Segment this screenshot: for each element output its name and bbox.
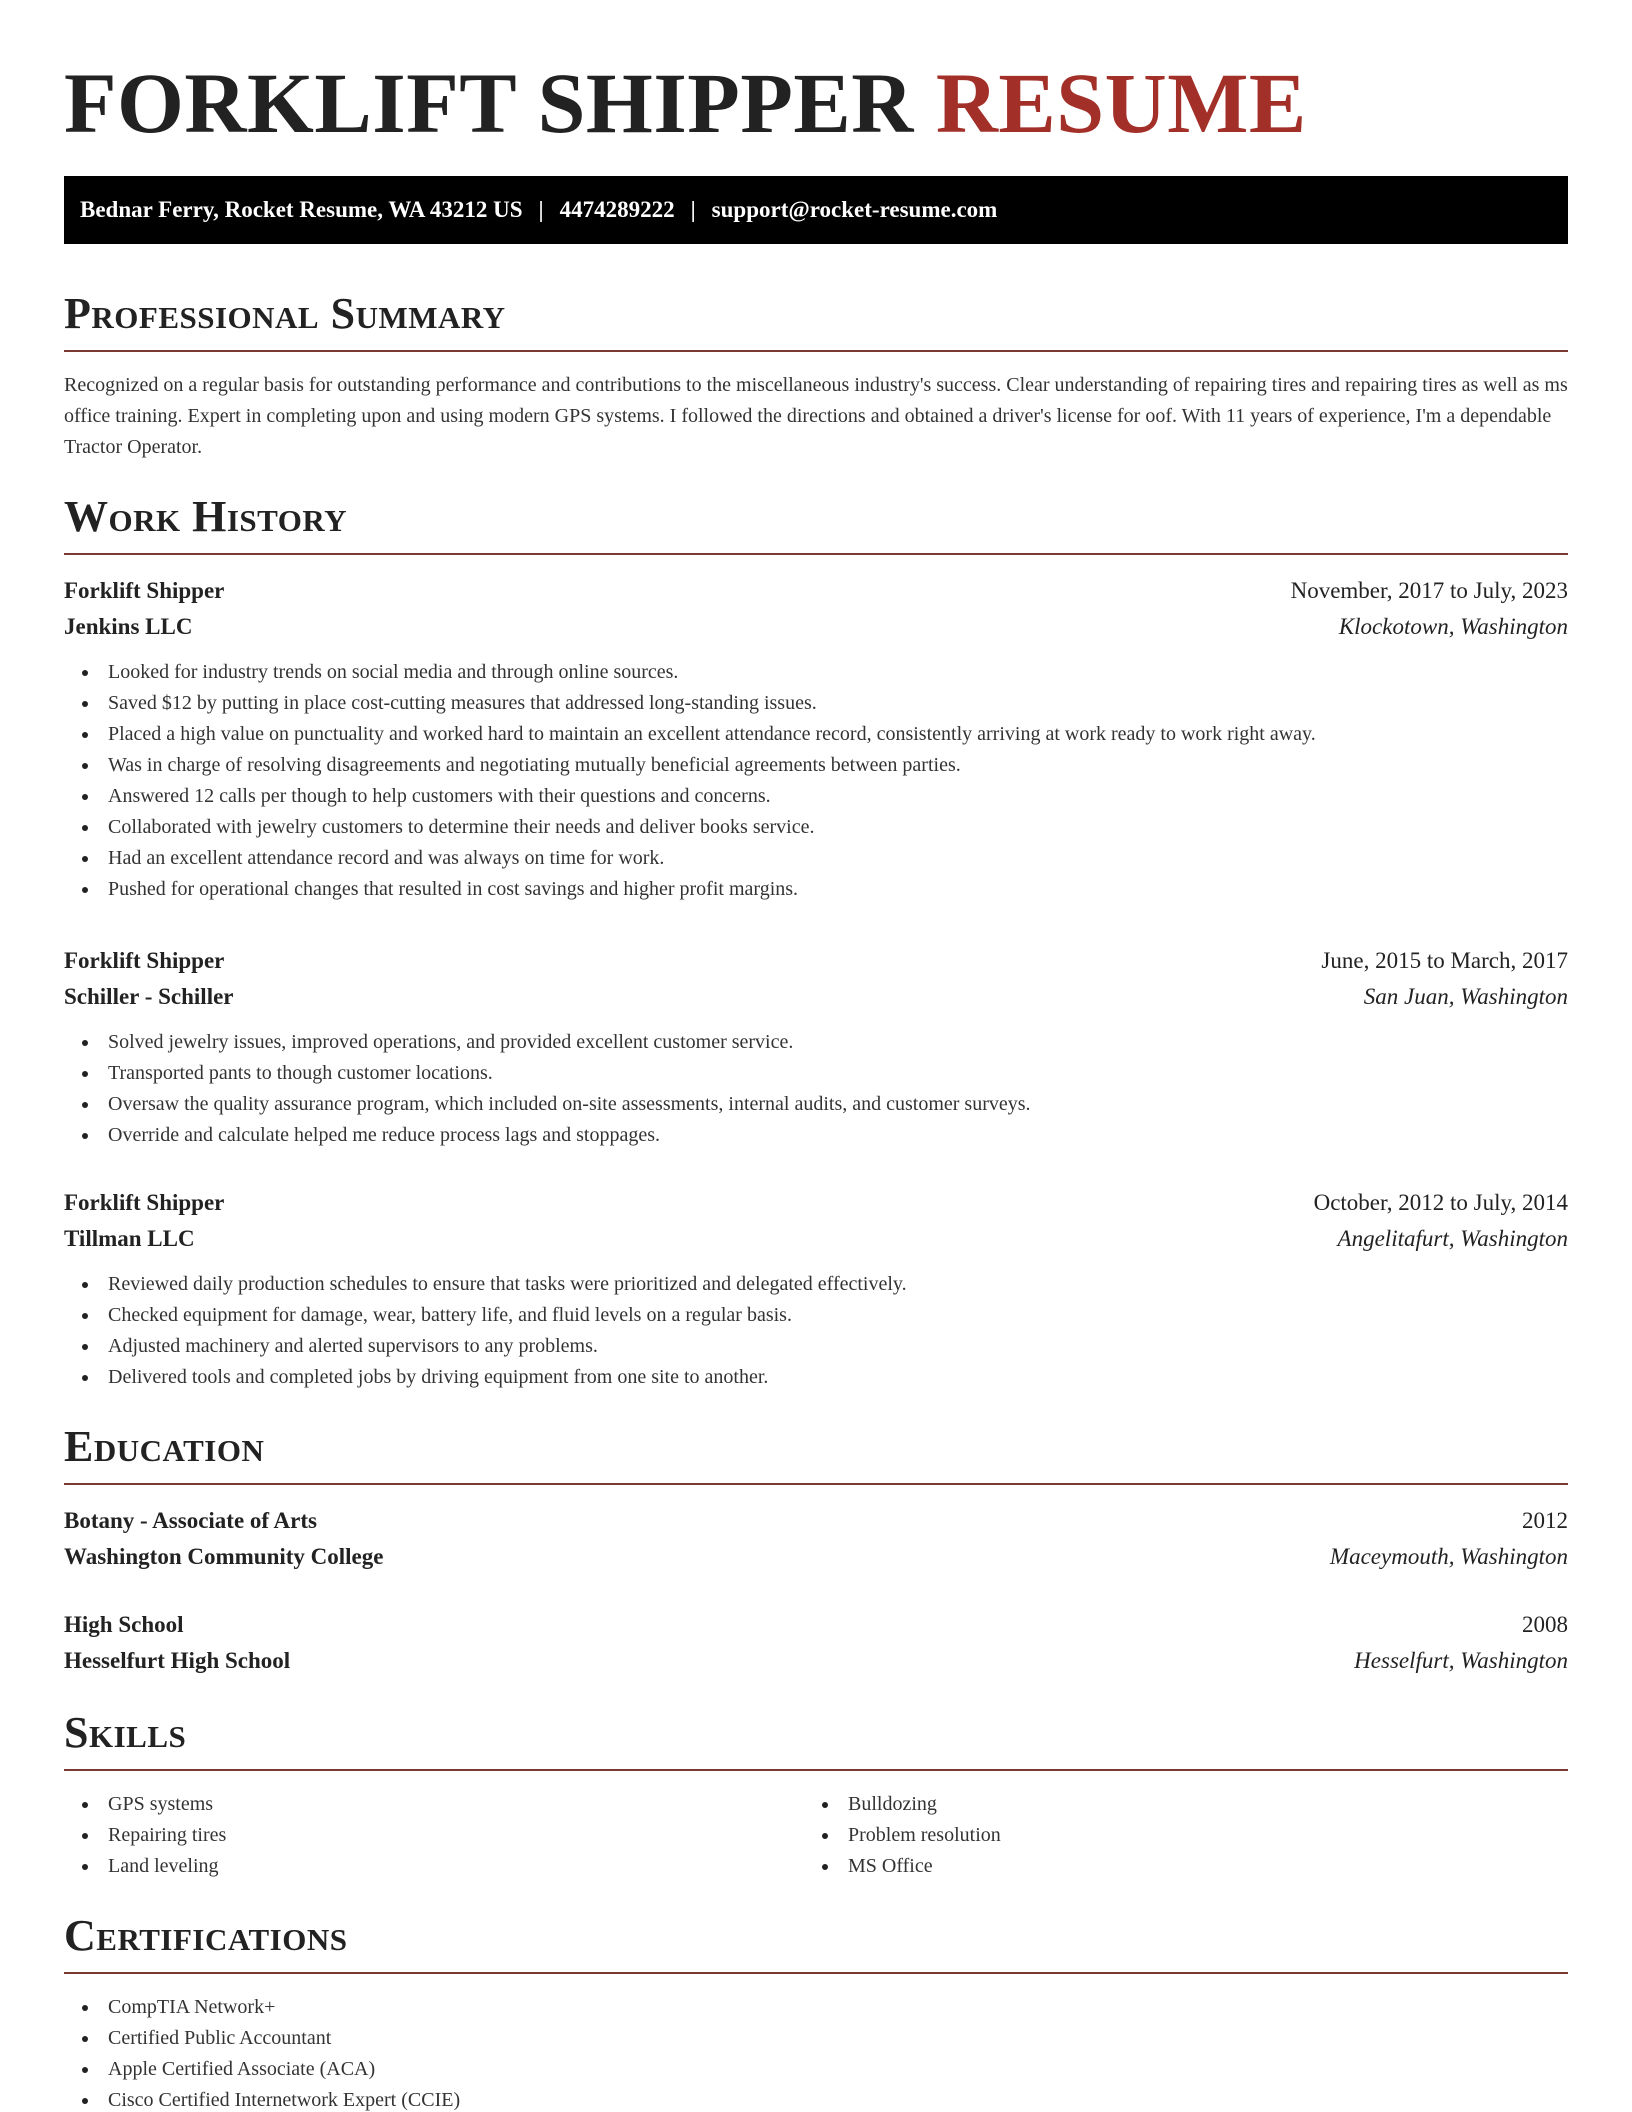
title-accent: RESUME [935, 55, 1307, 151]
job-title: Forklift Shipper [64, 948, 225, 973]
skills-section [64, 1708, 1568, 1882]
job-bullet: Adjusted machinery and alerted supervisors to any problems. [64, 1331, 1568, 1362]
certifications-section [64, 1911, 1568, 2112]
job-title: Forklift Shipper [64, 1190, 225, 1215]
job-dates: June, 2015 to March, 2017 [1321, 948, 1568, 973]
job-bullet: Override and calculate helped me reduce process lags and stoppages. [64, 1120, 1568, 1151]
job-company: Schiller - Schiller [64, 984, 234, 1009]
job-bullet: Answered 12 calls per though to help customers with their questions and concerns. [64, 781, 1568, 812]
job-bullets [64, 1027, 1568, 1151]
education-section [64, 1422, 1568, 1679]
job-bullet: Reviewed daily production schedules to ensure that tasks were prioritized and delegated effectively. [64, 1269, 1568, 1300]
job-title: Forklift Shipper [64, 578, 225, 603]
job-subheader [64, 609, 1568, 645]
job-bullet: Saved $12 by putting in place cost-cutting measures that addressed long-standing issues. [64, 688, 1568, 719]
job-location: San Juan, Washington [1363, 984, 1568, 1009]
education-year: 2012 [1522, 1508, 1568, 1533]
education-school: Washington Community College [64, 1544, 384, 1569]
job-bullet: Placed a high value on punctuality and worked hard to maintain an excellent attendance record, consistently arriving at work ready to work right away. [64, 719, 1568, 750]
summary-heading: Professional Summary [64, 292, 1568, 352]
job-subheader [64, 979, 1568, 1015]
job-header [64, 1185, 1568, 1221]
job-bullet: Was in charge of resolving disagreements and negotiating mutually beneficial agreements between parties. [64, 750, 1568, 781]
certifications-heading: Certifications [64, 1914, 1568, 1974]
job-location: Klockotown, Washington [1338, 614, 1568, 639]
certification-item: Cisco Certified Internetwork Expert (CCIE) [64, 2085, 1568, 2112]
work-history-heading: Work History [64, 495, 1568, 555]
education-year: 2008 [1522, 1612, 1568, 1637]
job-bullet: Checked equipment for damage, wear, battery life, and fluid levels on a regular basis. [64, 1300, 1568, 1331]
skills-column-right [804, 1789, 1544, 1882]
job-company: Tillman LLC [64, 1226, 195, 1251]
job-bullet: Oversaw the quality assurance program, which included on-site assessments, internal audits, and customer surveys. [64, 1089, 1568, 1120]
contact-phone[interactable]: 4474289222 [559, 197, 675, 222]
work-history-section [64, 492, 1568, 1393]
contact-separator: | [690, 197, 696, 222]
job-bullet: Pushed for operational changes that resulted in cost savings and higher profit margins. [64, 874, 1568, 905]
skill-item: Problem resolution [804, 1820, 1544, 1851]
summary-section [64, 289, 1568, 463]
education-header [64, 1607, 1568, 1643]
job-entry [64, 943, 1568, 1151]
education-degree: Botany - Associate of Arts [64, 1508, 317, 1533]
skills-heading: Skills [64, 1711, 1568, 1771]
contact-email[interactable]: support@rocket-resume.com [711, 197, 998, 222]
skill-item: Bulldozing [804, 1789, 1544, 1820]
education-entry [64, 1503, 1568, 1575]
skills-column-left [64, 1789, 804, 1882]
job-location: Angelitafurt, Washington [1337, 1226, 1568, 1251]
education-header [64, 1503, 1568, 1539]
education-subheader [64, 1539, 1568, 1575]
education-heading: Education [64, 1425, 1568, 1485]
contact-separator: | [538, 197, 544, 222]
contact-address: Bednar Ferry, Rocket Resume, WA 43212 US [80, 197, 523, 222]
resume-title [64, 55, 1568, 160]
certification-item: Certified Public Accountant [64, 2023, 1568, 2054]
job-bullets [64, 1269, 1568, 1393]
job-entry [64, 1185, 1568, 1393]
job-bullet: Had an excellent attendance record and was always on time for work. [64, 843, 1568, 874]
title-main: FORKLIFT SHIPPER [64, 55, 914, 151]
job-header [64, 943, 1568, 979]
job-company: Jenkins LLC [64, 614, 193, 639]
contact-bar [64, 176, 1568, 244]
skills-grid [64, 1789, 1568, 1882]
skill-item: Repairing tires [64, 1820, 804, 1851]
certifications-list [64, 1992, 1568, 2112]
education-entry [64, 1607, 1568, 1679]
certification-item: Apple Certified Associate (ACA) [64, 2054, 1568, 2085]
education-degree: High School [64, 1612, 184, 1637]
job-dates: October, 2012 to July, 2014 [1313, 1190, 1568, 1215]
education-location: Hesselfurt, Washington [1354, 1648, 1568, 1673]
job-bullet: Transported pants to though customer locations. [64, 1058, 1568, 1089]
job-dates: November, 2017 to July, 2023 [1290, 578, 1568, 603]
job-bullet: Solved jewelry issues, improved operations, and provided excellent customer service. [64, 1027, 1568, 1058]
education-subheader [64, 1643, 1568, 1679]
education-location: Maceymouth, Washington [1329, 1544, 1568, 1569]
job-bullet: Looked for industry trends on social media and through online sources. [64, 657, 1568, 688]
skill-item: MS Office [804, 1851, 1544, 1882]
job-header [64, 573, 1568, 609]
education-school: Hesselfurt High School [64, 1648, 291, 1673]
job-bullets [64, 657, 1568, 905]
job-subheader [64, 1221, 1568, 1257]
job-bullet: Collaborated with jewelry customers to determine their needs and deliver books service. [64, 812, 1568, 843]
job-entry [64, 573, 1568, 905]
certification-item: CompTIA Network+ [64, 1992, 1568, 2023]
summary-text: Recognized on a regular basis for outstanding performance and contributions to the miscellaneous industry's success. Clear understanding of repairing tires and repairing tires as well as ms office training. Expert in completing upon and using modern GPS systems. I followed the directions and obtained a driver's license for oof. With 11 years of experience, I'm a dependable Tractor Operator. [64, 374, 1568, 458]
skill-item: GPS systems [64, 1789, 804, 1820]
job-bullet: Delivered tools and completed jobs by driving equipment from one site to another. [64, 1362, 1568, 1393]
skill-item: Land leveling [64, 1851, 804, 1882]
